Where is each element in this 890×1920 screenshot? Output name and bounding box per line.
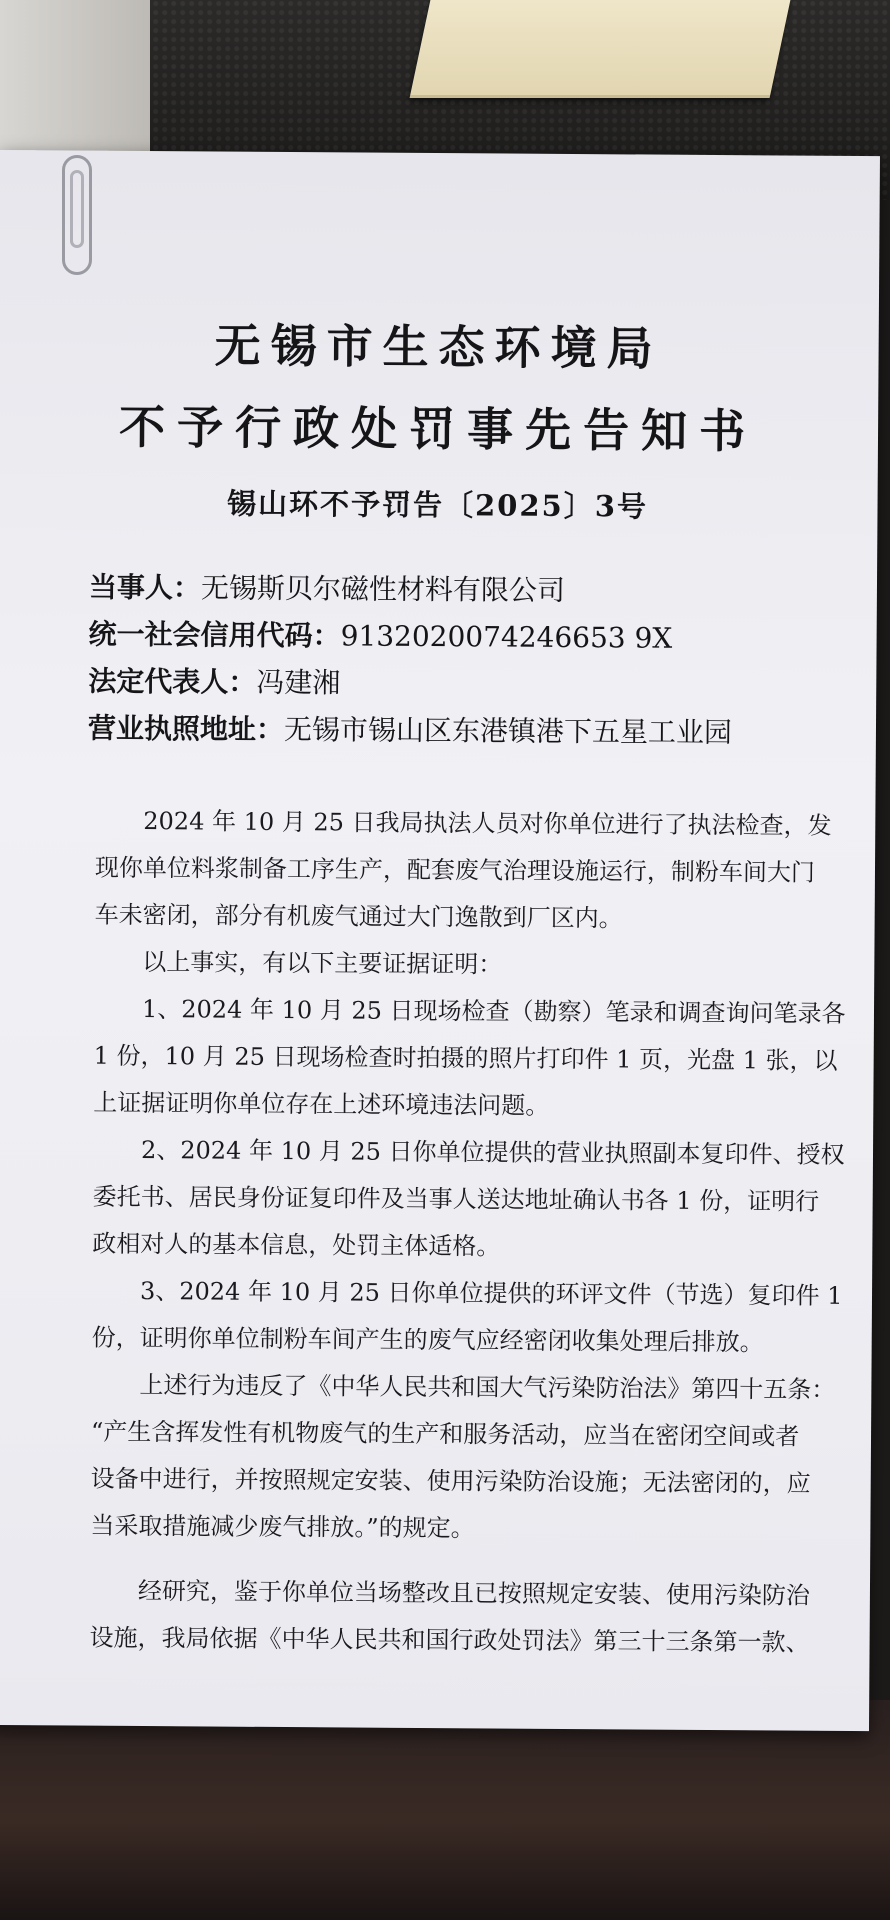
paperclip-icon <box>62 155 92 275</box>
body-line: 2024 年 10 月 25 日我局执法人员对你单位进行了执法检查，发 <box>143 807 832 840</box>
body-line: 政相对人的基本信息，处罚主体适格。 <box>92 1229 501 1261</box>
field-label: 法定代表人： <box>88 664 257 699</box>
body-line: 1 份，10 月 25 日现场检查时拍摄的照片打印件 1 页，光盘 1 张，以 <box>93 1041 838 1075</box>
body-line: 经研究，鉴于你单位当场整改且已按照规定安装、使用污染防治 <box>137 1576 811 1610</box>
field-credit-code <box>88 613 672 657</box>
field-party <box>89 566 565 609</box>
field-value: 冯建湘 <box>256 665 341 700</box>
body-line: 委托书、居民身份证复印件及当事人送达地址确认书各 1 份，证明行 <box>92 1182 820 1216</box>
field-legal-rep <box>88 660 340 702</box>
body-line: 上述行为违反了《中华人民共和国大气污染防治法》第四十五条： <box>139 1371 836 1404</box>
document-sheet <box>0 150 880 1731</box>
field-value: 无锡斯贝尔磁性材料有限公司 <box>200 571 566 607</box>
body-line: 当采取措施减少废气排放。”的规定。 <box>90 1511 475 1543</box>
field-label: 当事人： <box>88 570 202 605</box>
body-line: 份，证明你单位制粉车间产生的废气应经密闭收集处理后排放。 <box>91 1323 764 1357</box>
paper-stack <box>410 0 791 98</box>
document-number: 锡山环不予罚告〔2025〕3号 <box>226 486 649 524</box>
body-line: 3、2024 年 10 月 25 日你单位提供的环评文件（节选）复印件 1 <box>139 1277 843 1310</box>
body-line: 上证据证明你单位存在上述环境违法问题。 <box>93 1088 550 1120</box>
field-label: 统一社会信用代码： <box>88 617 341 653</box>
document-title-type: 不予行政处罚事先告知书 <box>118 399 758 459</box>
field-value: 9132020074246653 9X <box>340 619 673 655</box>
document-title-agency: 无锡市生态环境局 <box>214 318 663 376</box>
body-line: 设备中进行，并按照规定安装、使用污染防治设施；无法密闭的，应 <box>90 1464 811 1498</box>
body-line: 设施，我局依据《中华人民共和国行政处罚法》第三十三条第一款、 <box>89 1623 810 1657</box>
field-label: 营业执照地址： <box>87 711 285 746</box>
body-line: 现你单位料浆制备工序生产，配套废气治理设施运行，制粉车间大门 <box>94 853 816 887</box>
desk-edge <box>0 0 150 170</box>
body-line: “产生含挥发性有机物废气的生产和服务活动，应当在密闭空间或者 <box>90 1417 800 1451</box>
body-line: 1、2024 年 10 月 25 日现场检查（勘察）笔录和调查询问笔录各 <box>141 995 846 1028</box>
desk-bottom <box>0 1700 890 1920</box>
field-license-address <box>88 707 732 751</box>
body-line: 2、2024 年 10 月 25 日你单位提供的营业执照副本复印件、授权 <box>140 1136 845 1169</box>
field-value: 无锡市锡山区东港镇港下五星工业园 <box>283 712 733 750</box>
body-line: 以上事实，有以下主要证据证明： <box>142 948 503 979</box>
body-line: 车未密闭，部分有机废气通过大门逸散到厂区内。 <box>94 900 623 933</box>
